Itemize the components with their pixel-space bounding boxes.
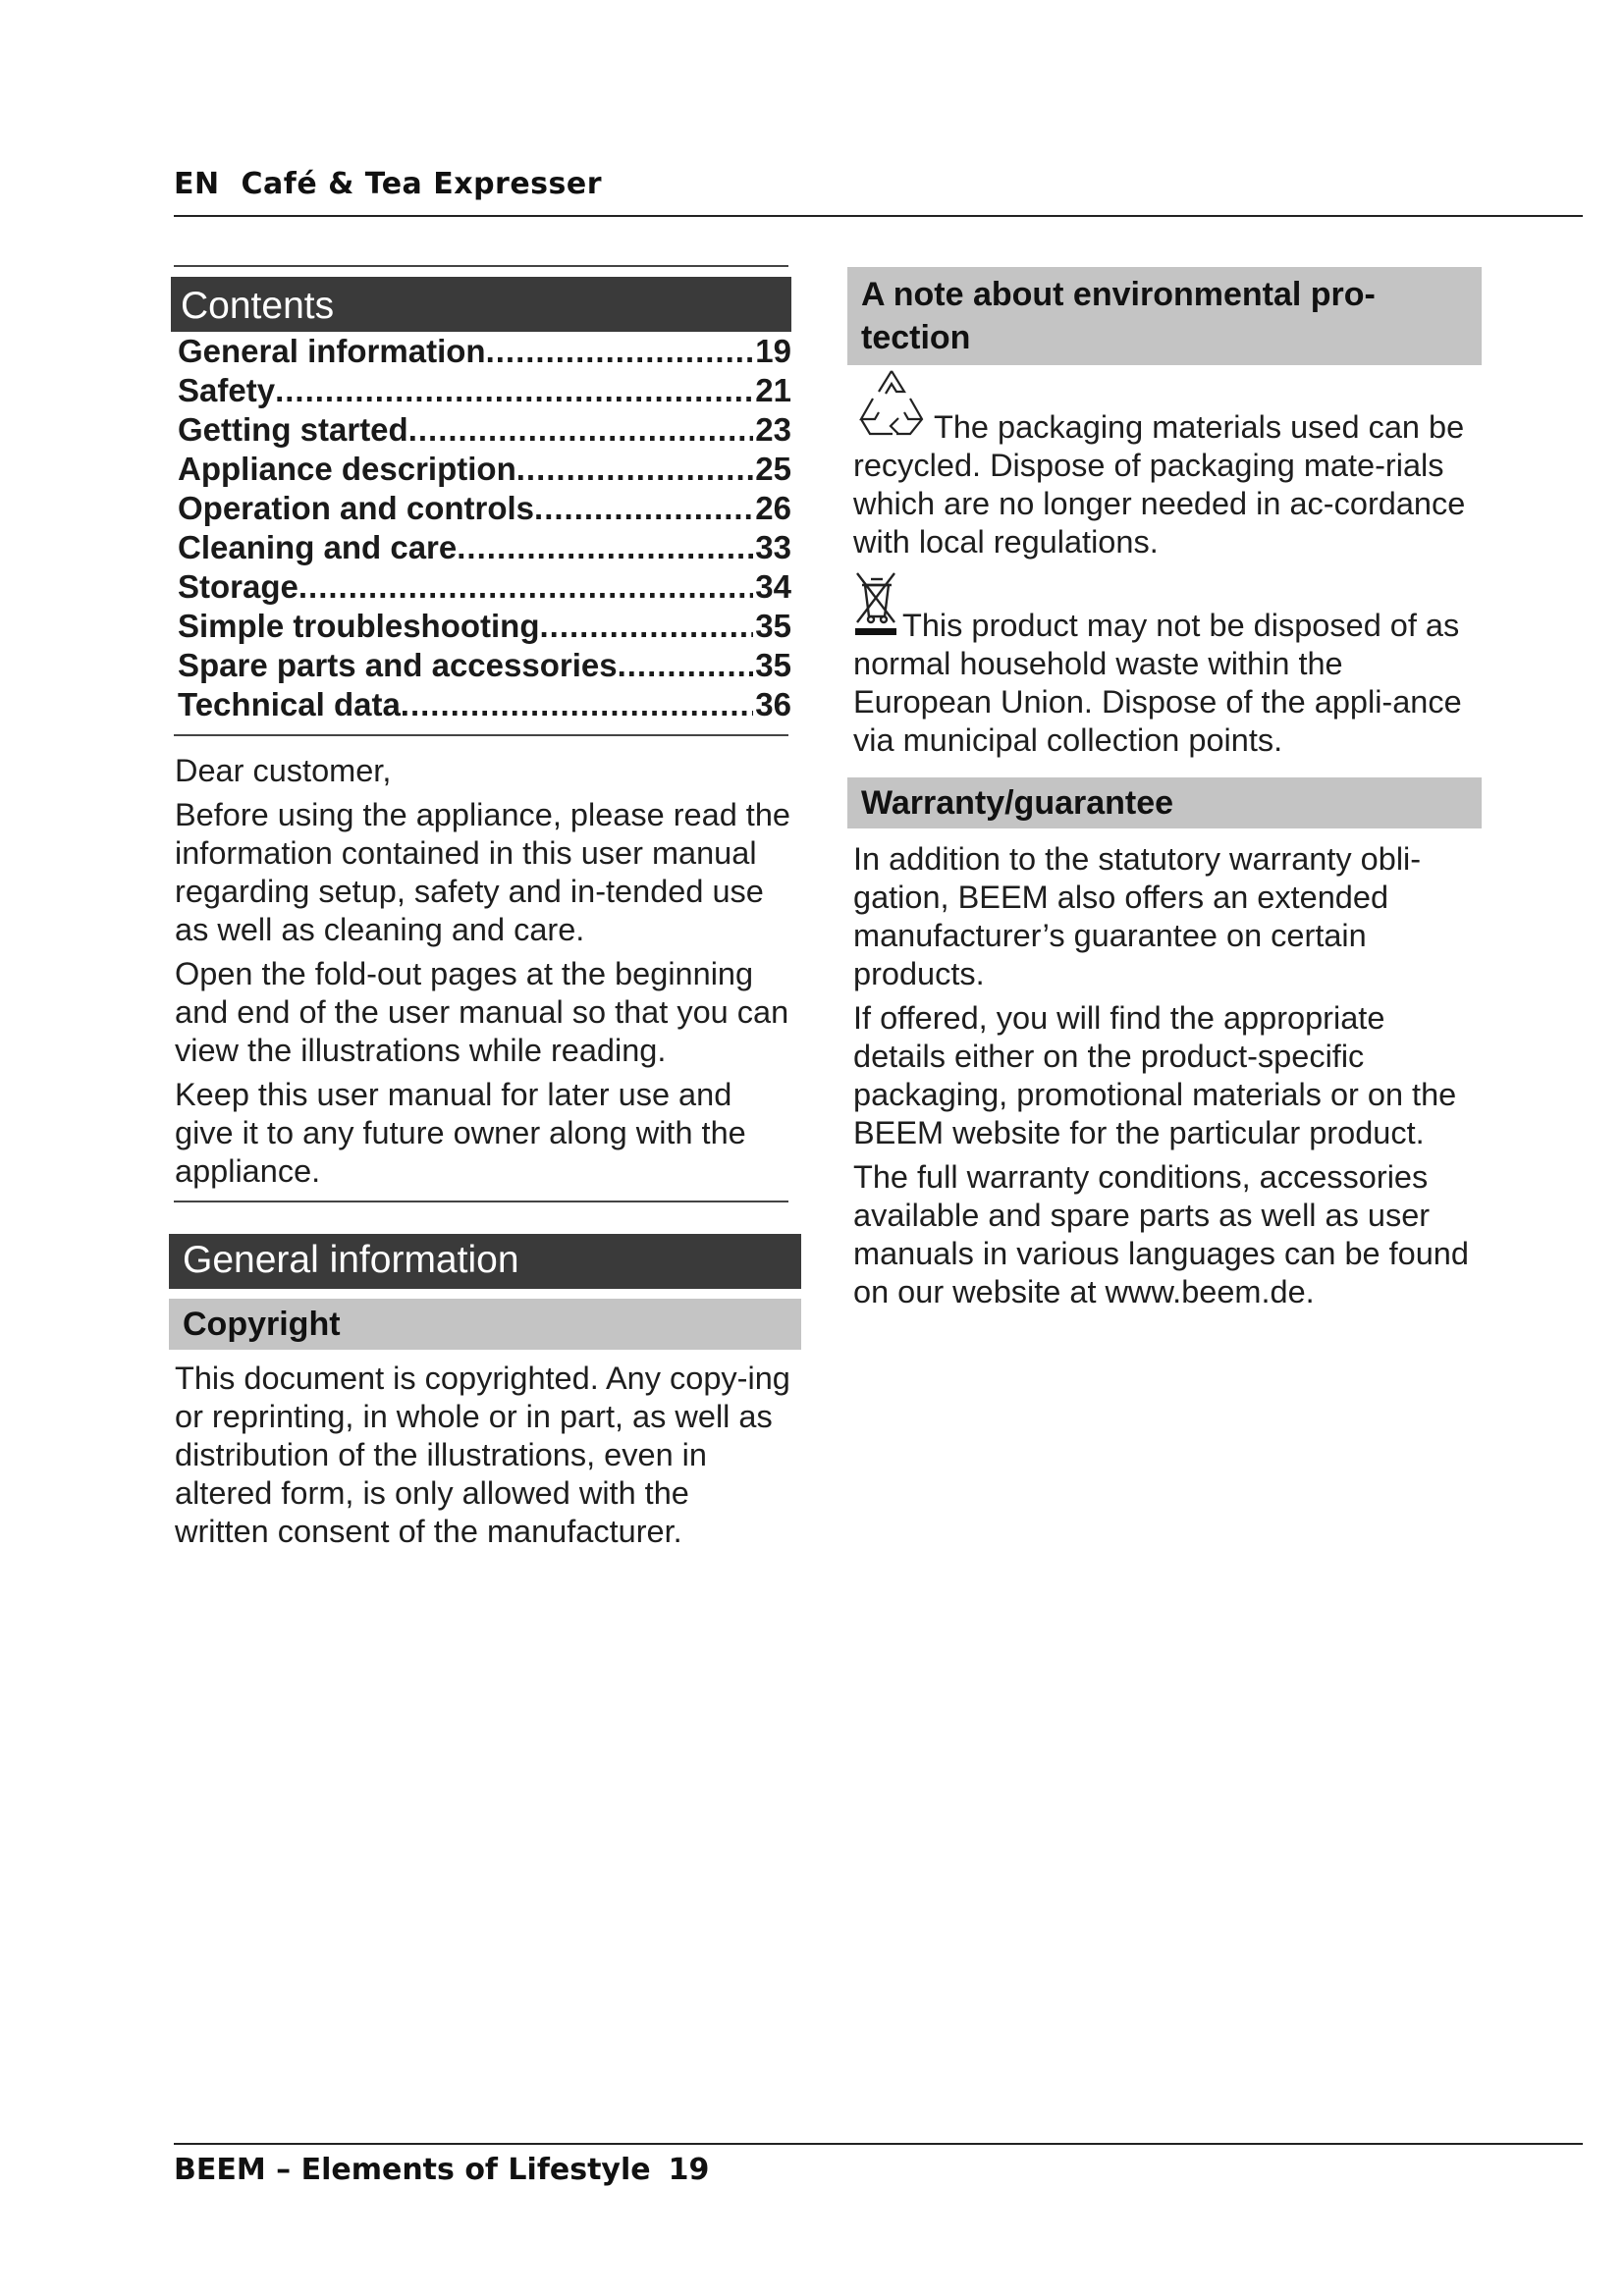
header-title: Café & Tea Expresser — [241, 167, 603, 201]
copyright-section — [171, 1360, 791, 1551]
copyright-paragraph: This document is copyrighted. Any copy-ing or reprinting, in whole or in part, as well as distribution of the illustrations, even in altered form, is only allowed with the written consent of the manufacturer. — [175, 1361, 790, 1549]
contents-top-rule — [174, 265, 788, 267]
environment-section — [847, 365, 1482, 760]
toc-item-general-information[interactable]: General information ..... 19 — [171, 332, 791, 371]
recycle-paragraph — [853, 365, 1482, 561]
header-lang: EN — [174, 167, 220, 201]
toc-item-appliance-description[interactable]: Appliance description ..... 25 — [171, 450, 791, 489]
toc-item-simple-troubleshooting[interactable]: Simple troubleshooting ..... 35 — [171, 607, 791, 646]
recycle-icon — [853, 365, 930, 447]
crossed-bin-icon — [853, 567, 898, 645]
toc-item-technical-data[interactable]: Technical data ..... 36 — [171, 685, 791, 724]
warranty-paragraph: If offered, you will find the appropriate details either on the product-specific packaging, promotional materials or on the BEEM website for the particular product. — [853, 1000, 1457, 1150]
general-information-heading: General information — [169, 1234, 801, 1289]
toc-item-spare-parts[interactable]: Spare parts and accessories ..... 35 — [171, 646, 791, 685]
intro-paragraph: Keep this user manual for later use and give it to any future owner along with the appliance. — [175, 1077, 746, 1189]
toc-item-cleaning-and-care[interactable]: Cleaning and care ..... 33 — [171, 528, 791, 567]
page-header — [174, 167, 1583, 201]
warranty-paragraph: In addition to the statutory warranty obli-gation, BEEM also offers an extended manufacturer’s guarantee on certain products. — [853, 841, 1422, 991]
warranty-section — [847, 840, 1482, 1311]
toc-item-operation-and-controls[interactable]: Operation and controls ..... 26 — [171, 489, 791, 528]
contents-bottom-rule — [174, 734, 788, 736]
contents-heading: Contents — [171, 277, 791, 332]
intro-bottom-rule — [174, 1201, 788, 1202]
weee-paragraph — [853, 567, 1482, 760]
toc-item-safety[interactable]: Safety ..... 21 — [171, 371, 791, 410]
warranty-paragraph: The full warranty conditions, accessories available and spare parts as well as user manuals in various languages can be found on our website at www.beem.de. — [853, 1159, 1469, 1309]
left-column — [171, 265, 791, 1557]
intro-greeting: Dear customer, — [175, 753, 392, 788]
weee-text: This product may not be disposed of as normal household waste within the European Union. Dispose of the appli-ance via municipal collection points. — [853, 608, 1462, 758]
copyright-heading: Copyright — [169, 1299, 801, 1350]
page-number: 19 — [668, 2153, 710, 2187]
intro-paragraph: Before using the appliance, please read the information contained in this user manual regarding setup, safety and in-tended use as well as cleaning and care. — [175, 797, 790, 947]
toc-item-getting-started[interactable]: Getting started ..... 23 — [171, 410, 791, 450]
recycle-text: The packaging materials used can be recycled. Dispose of packaging mate-rials which are no longer needed in ac-cordance with local regulations. — [853, 409, 1466, 560]
warranty-heading: Warranty/guarantee — [847, 777, 1482, 828]
toc-item-storage[interactable]: Storage ..... 34 — [171, 567, 791, 607]
intro-paragraph: Open the fold-out pages at the beginning and end of the user manual so that you can view the illustrations while reading. — [175, 956, 789, 1068]
page-footer — [174, 2153, 709, 2187]
table-of-contents — [171, 332, 791, 724]
footer-brand: BEEM – Elements of Lifestyle — [174, 2153, 651, 2187]
header-divider — [174, 215, 1583, 217]
environment-heading: A note about environmental pro-tection — [847, 267, 1482, 365]
intro-section — [171, 752, 791, 1191]
footer-divider — [174, 2143, 1583, 2145]
right-column — [847, 267, 1482, 1317]
